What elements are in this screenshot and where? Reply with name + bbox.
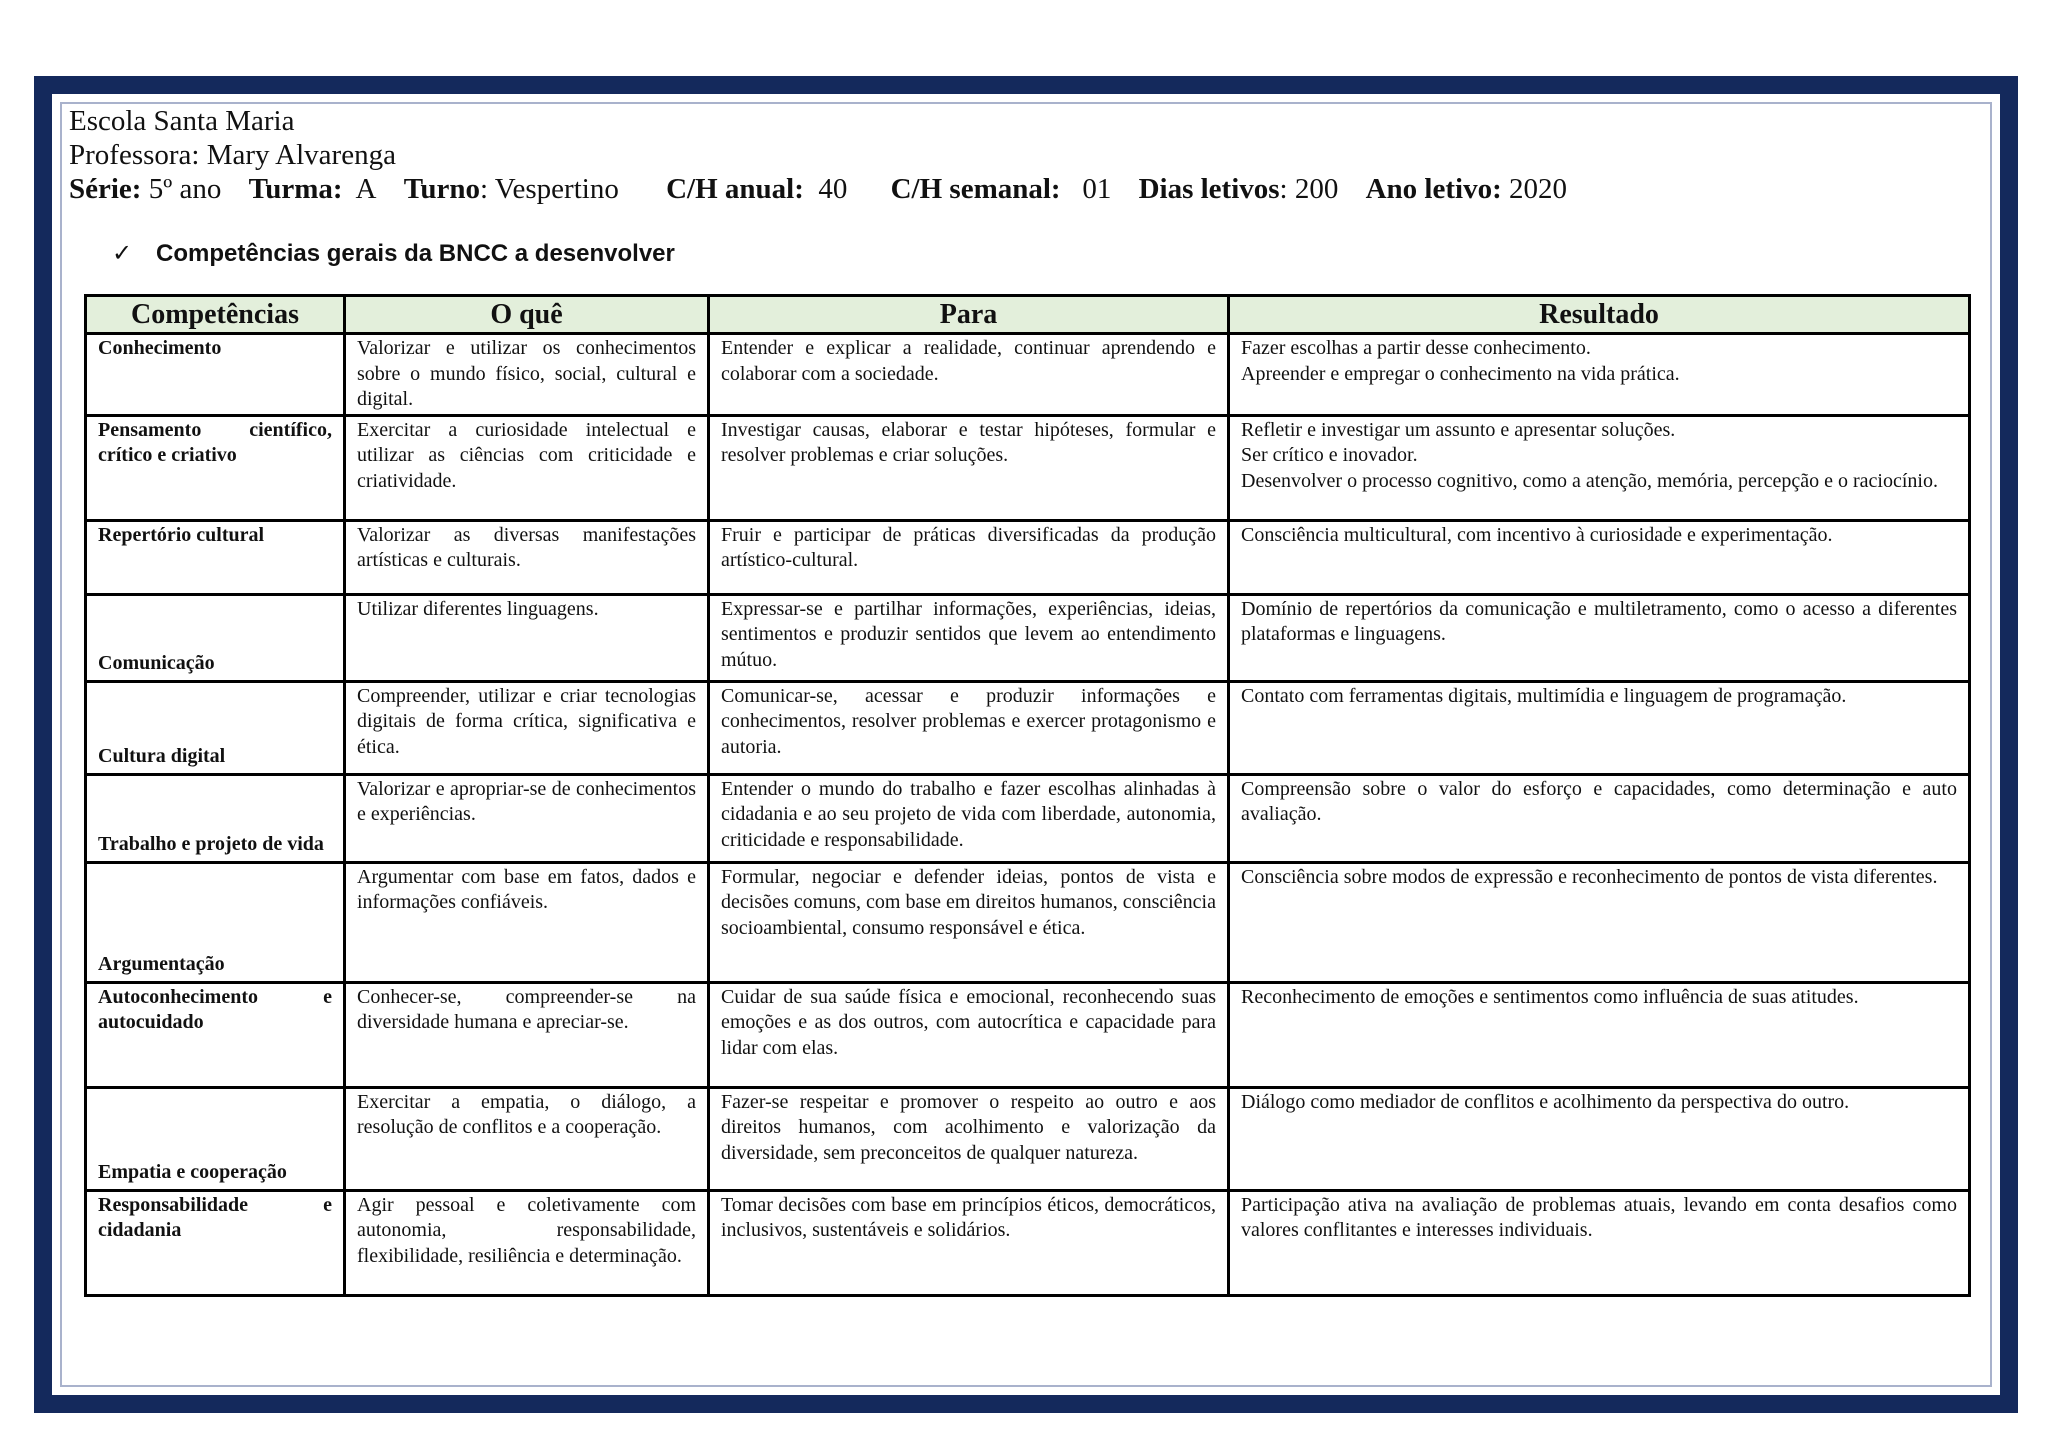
document-header: [69, 104, 1969, 206]
competencia-cell: Empatia e cooperação: [86, 1087, 345, 1190]
dias-letivos-value: : 200: [1279, 173, 1339, 205]
o-que-cell: Valorizar as diversas manifestações artísticas e culturais.: [345, 520, 709, 594]
o-que-cell: Compreender, utilizar e criar tecnologias digitais de forma crítica, significativa e ética.: [345, 681, 709, 774]
resultado-line: Consciência multicultural, com incentivo à curiosidade e experimentação.: [1241, 523, 1833, 546]
para-cell: Expressar-se e partilhar informações, experiências, ideias, sentimentos e produzir sentidos que levem ao entendimento mútuo.: [709, 594, 1229, 681]
table-row: [86, 1190, 1970, 1295]
resultado-line: Compreensão sobre o valor do esforço e capacidades, como determinação e auto avaliação.: [1241, 777, 1957, 825]
competencies-table: [84, 294, 1971, 1297]
dias-letivos-item: [1139, 173, 1339, 205]
ch-semanal-label: C/H semanal:: [890, 173, 1061, 205]
resultado-line: Ser crítico e inovador.: [1241, 444, 1418, 466]
resultado-line: Domínio de repertórios da comunicação e multiletramento, como o acesso a diferentes plataformas e linguagens.: [1241, 597, 1957, 645]
section-heading: [112, 238, 675, 269]
competencia-cell: Autoconhecimento e autocuidado: [86, 982, 345, 1087]
para-cell: Comunicar-se, acessar e produzir informações e conhecimentos, resolver problemas e exercer protagonismo e autoria.: [709, 681, 1229, 774]
para-cell: Investigar causas, elaborar e testar hipóteses, formular e resolver problemas e criar soluções.: [709, 415, 1229, 520]
resultado-line: Desenvolver o processo cognitivo, como a atenção, memória, percepção e o raciocínio.: [1241, 469, 1938, 492]
ch-anual-label: C/H anual:: [666, 173, 804, 205]
resultado-line: Consciência sobre modos de expressão e reconhecimento de pontos de vista diferentes.: [1241, 865, 1938, 888]
header-competencias: Competências: [86, 296, 345, 334]
resultado-cell: [1229, 334, 1970, 416]
table-row: [86, 1087, 1970, 1190]
competencia-cell: Trabalho e projeto de vida: [86, 774, 345, 862]
ch-semanal-item: [891, 173, 1112, 205]
resultado-line: Refletir e investigar um assunto e apresentar soluções.: [1241, 418, 1676, 441]
resultado-cell: [1229, 1087, 1970, 1190]
o-que-cell: Agir pessoal e coletivamente com autonomia, responsabilidade, flexibilidade, resiliência e determinação.: [345, 1190, 709, 1295]
competencia-cell: Repertório cultural: [86, 520, 345, 594]
o-que-cell: Valorizar e apropriar-se de conhecimentos e experiências.: [345, 774, 709, 862]
table-row: [86, 334, 1970, 416]
turma-item: [249, 173, 377, 205]
resultado-cell: [1229, 415, 1970, 520]
competencia-cell: Conhecimento: [86, 334, 345, 416]
serie-value: 5º ano: [148, 173, 222, 205]
resultado-cell: [1229, 862, 1970, 982]
serie-item: [69, 173, 221, 205]
table-row: [86, 520, 1970, 594]
section-title: Competências gerais da BNCC a desenvolver: [156, 240, 675, 267]
resultado-cell: [1229, 520, 1970, 594]
ch-anual-item: [666, 173, 847, 205]
competencia-cell: Cultura digital: [86, 681, 345, 774]
para-cell: Fazer-se respeitar e promover o respeito ao outro e aos direitos humanos, com acolhimento e valorização da diversidade, sem preconceitos de qualquer natureza.: [709, 1087, 1229, 1190]
competencia-cell: Pensamento científico, crítico e criativo: [86, 415, 345, 520]
school-name: Escola Santa Maria: [69, 105, 295, 137]
turma-label: Turma:: [248, 173, 343, 205]
ch-anual-value: 40: [818, 173, 848, 205]
resultado-line: Contato com ferramentas digitais, multimídia e linguagem de programação.: [1241, 684, 1847, 707]
checkmark-icon: ✓: [112, 239, 133, 267]
resultado-line: Fazer escolhas a partir desse conhecimento.: [1241, 337, 1591, 359]
header-resultado: Resultado: [1229, 296, 1970, 334]
o-que-cell: Utilizar diferentes linguagens.: [345, 594, 709, 681]
para-cell: Entender o mundo do trabalho e fazer escolhas alinhadas à cidadania e ao seu projeto de vida com liberdade, autonomia, criticidade e responsabilidade.: [709, 774, 1229, 862]
o-que-cell: Exercitar a curiosidade intelectual e utilizar as ciências com criticidade e criatividade.: [345, 415, 709, 520]
o-que-cell: Exercitar a empatia, o diálogo, a resolução de conflitos e a cooperação.: [345, 1087, 709, 1190]
ano-letivo-label: Ano letivo:: [1365, 173, 1502, 205]
header-o-que: O quê: [345, 296, 709, 334]
table-row: [86, 415, 1970, 520]
resultado-cell: [1229, 774, 1970, 862]
para-cell: Formular, negociar e defender ideias, pontos de vista e decisões comuns, com base em direitos humanos, consciência socioambiental, consumo responsável e ética.: [709, 862, 1229, 982]
resultado-cell: [1229, 681, 1970, 774]
table-row: [86, 681, 1970, 774]
resultado-line: Diálogo como mediador de conflitos e acolhimento da perspectiva do outro.: [1241, 1090, 1850, 1113]
table-row: [86, 774, 1970, 862]
para-cell: Entender e explicar a realidade, continuar aprendendo e colaborar com a sociedade.: [709, 334, 1229, 416]
ano-letivo-value: 2020: [1508, 173, 1567, 205]
competencia-cell: Responsabilidade e cidadania: [86, 1190, 345, 1295]
dias-letivos-label: Dias letivos: [1138, 173, 1280, 205]
turno-value: : Vespertino: [480, 173, 619, 205]
turno-item: [404, 173, 619, 205]
ch-semanal-value: 01: [1082, 173, 1112, 205]
teacher-name: Professora: Mary Alvarenga: [69, 139, 396, 171]
para-cell: Tomar decisões com base em princípios éticos, democráticos, inclusivos, sustentáveis e solidários.: [709, 1190, 1229, 1295]
para-cell: Fruir e participar de práticas diversificadas da produção artístico-cultural.: [709, 520, 1229, 594]
resultado-line: Apreender e empregar o conhecimento na vida prática.: [1241, 362, 1680, 385]
o-que-cell: Argumentar com base em fatos, dados e informações confiáveis.: [345, 862, 709, 982]
para-cell: Cuidar de sua saúde física e emocional, reconhecendo suas emoções e as dos outros, com autocrítica e capacidade para lidar com elas.: [709, 982, 1229, 1087]
resultado-cell: [1229, 982, 1970, 1087]
table-row: [86, 862, 1970, 982]
table-row: [86, 594, 1970, 681]
table-row: [86, 982, 1970, 1087]
ano-letivo-item: [1366, 173, 1567, 205]
resultado-line: Reconhecimento de emoções e sentimentos como influência de suas atitudes.: [1241, 985, 1859, 1008]
resultado-cell: [1229, 1190, 1970, 1295]
resultado-line: Participação ativa na avaliação de problemas atuais, levando em conta desafios como valores conflitantes e interesses individuais.: [1241, 1193, 1957, 1241]
serie-label: Série:: [69, 173, 142, 205]
table-header-row: [86, 296, 1970, 334]
o-que-cell: Valorizar e utilizar os conhecimentos sobre o mundo físico, social, cultural e digital.: [345, 334, 709, 416]
header-para: Para: [709, 296, 1229, 334]
turno-label: Turno: [403, 173, 481, 205]
competencia-cell: Comunicação: [86, 594, 345, 681]
o-que-cell: Conhecer-se, compreender-se na diversidade humana e apreciar-se.: [345, 982, 709, 1087]
resultado-cell: [1229, 594, 1970, 681]
competencia-cell: Argumentação: [86, 862, 345, 982]
turma-value: A: [355, 173, 377, 205]
class-meta: [69, 172, 1969, 206]
